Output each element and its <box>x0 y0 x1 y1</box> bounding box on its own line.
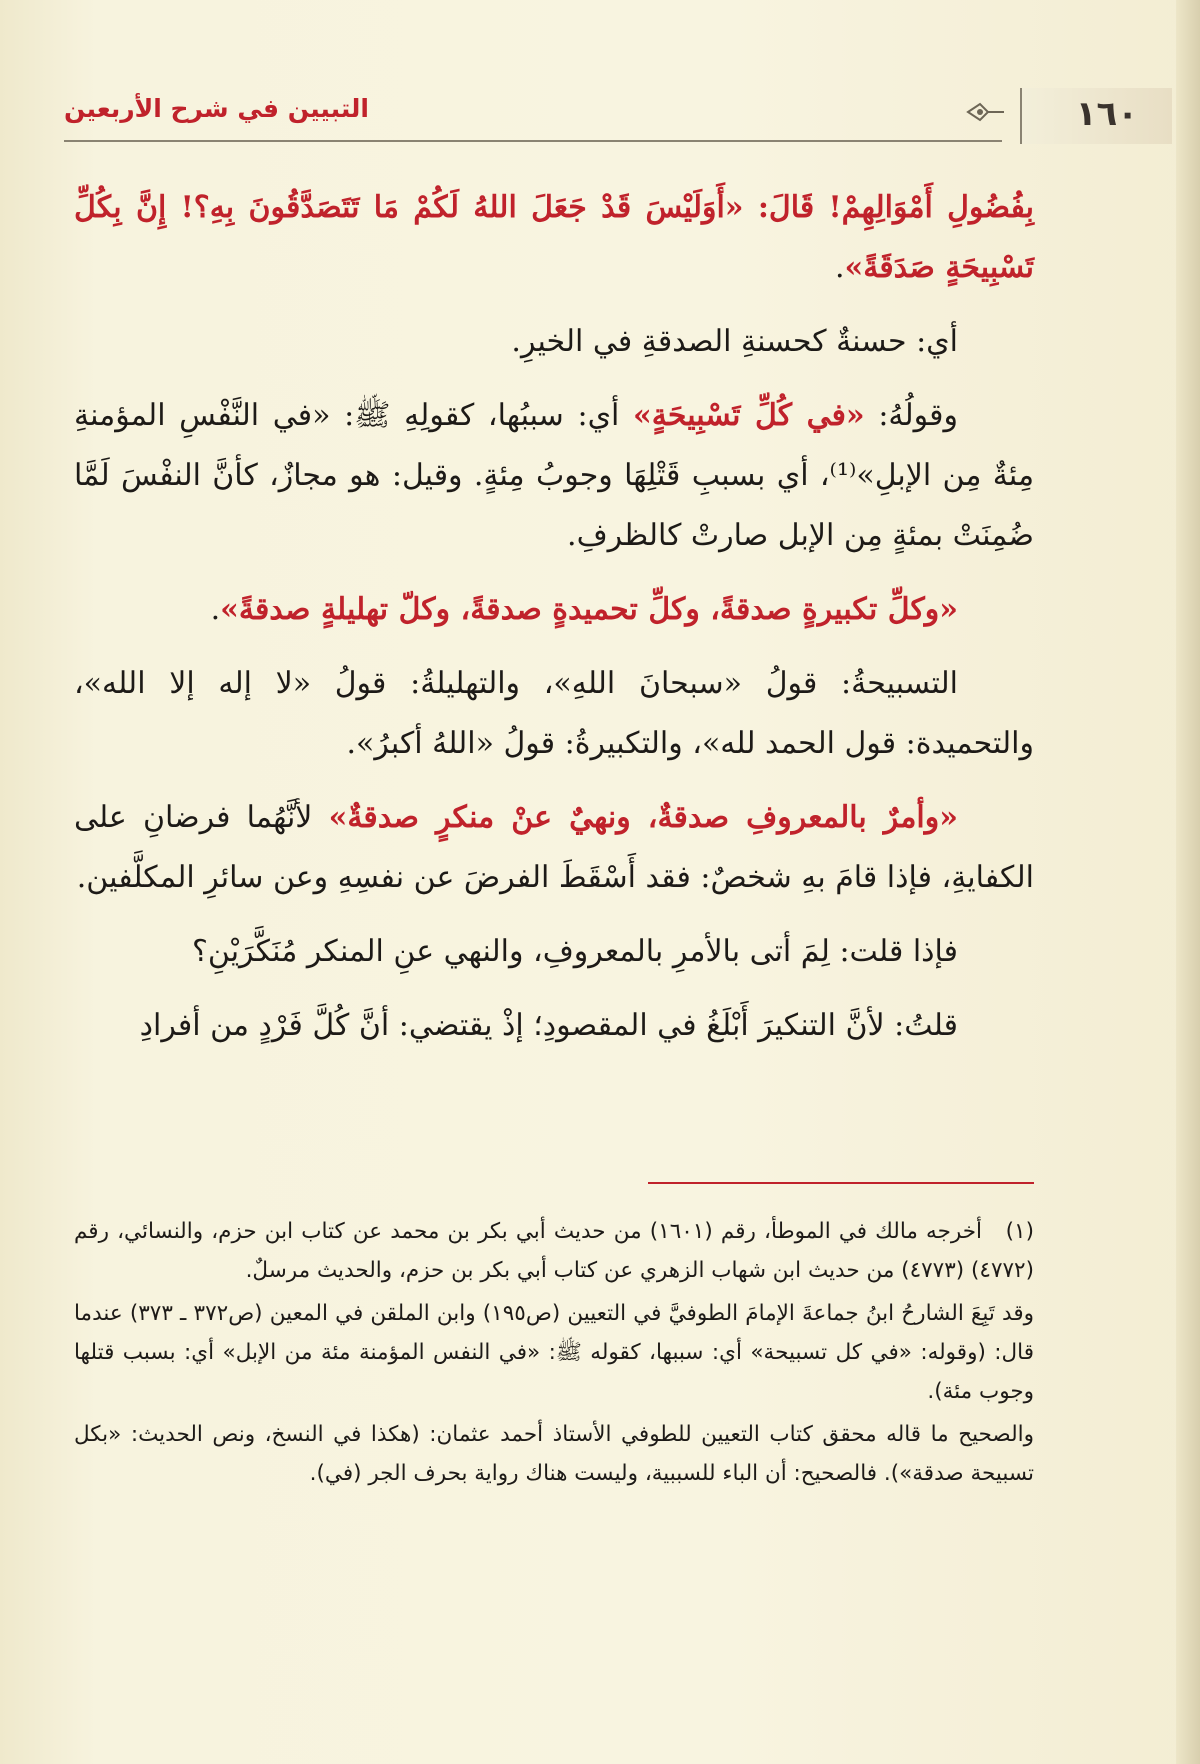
paragraph-answer: قلتُ: لأنَّ التنكيرَ أَبْلَغُ في المقصودِ؛ إذْ يقتضي: أنَّ كُلَّ فَرْدٍ من أفرادِ <box>139 1008 958 1043</box>
footnote-number: (١) <box>1005 1219 1034 1244</box>
hadith-quote-takbir: «وكلِّ تكبيرةٍ صدقةً، وكلِّ تحميدةٍ صدقةً، وكلّ تهليلةٍ صدقةً» <box>220 592 958 627</box>
page-number: ١٦٠ <box>1075 94 1138 134</box>
amr-commentary: لأنَّهُما فرضانِ على الكفايةِ، فإذا قامَ بهِ شخصٌ: فقد أَسْقَطَ الفرضَ عن نفسِهِ وعن سائرِ المكلَّفين. <box>74 800 1034 895</box>
footnote-note: وقد تَبِعَ الشارحُ ابنُ جماعةَ الإمامَ الطوفيَّ في التعيين (ص١٩٥) وابن الملقن في المعين (ص٣٧٢ ـ ٣٧٣) عندما قال: (وقوله: «في كل تسبيحة» أي: سببها، كقوله ﷺ: «في النفس المؤمنة مئة من الإبل» أي: بسبب قتلها وجوب مئة). <box>74 1301 1035 1404</box>
footnote-rule <box>648 1182 1034 1184</box>
footnotes <box>74 1212 1034 1497</box>
footnote-text: أخرجه مالك في الموطأ، رقم (١٦٠١) من حديث أبي بكر بن محمد عن كتاب ابن حزم، والنسائي، رقم (٤٧٧٢) (٤٧٧٣) من حديث ابن شهاب الزهري عن كتاب أبي بكر بن حزم، والحديث مرسلٌ. <box>74 1219 1034 1283</box>
paragraph-explanation: أي: حسنةٌ كحسنةِ الصدقةِ في الخيرِ. <box>511 324 958 359</box>
main-text <box>74 178 1034 1070</box>
footnote-note: والصحيح ما قاله محقق كتاب التعيين للطوفي الأستاذ أحمد عثمان: (هكذا في النسخ، ونص الحديث: «بكل تسبيحة صدقة»). فالصحيح: أن الباء للسببية، وليست هناك رواية بحرف الجر (في). <box>74 1422 1034 1486</box>
paragraph-hadith-takbir <box>74 580 1034 640</box>
hadith-quote-amr: «وأمرٌ بالمعروفِ صدقةٌ، ونهيٌ عنْ منكرٍ صدقةٌ» <box>328 800 958 835</box>
running-title: التبيين في شرح الأربعين <box>64 94 369 123</box>
paragraph-question: فإذا قلت: لِمَ أتى بالأمرِ بالمعروفِ، والنهي عنِ المنكر مُنَكَّرَيْنِ؟ <box>191 934 958 969</box>
page-edge <box>1176 0 1200 1764</box>
hadith-quote: بِفُضُولِ أَمْوَالِهِمْ! قَالَ: «أَوَلَيْسَ قَدْ جَعَلَ اللهُ لَكُمْ مَا تَتَصَدَّقُونَ بِهِ؟! إِنَّ بِكُلِّ تَسْبِيحَةٍ صَدَقَةً» <box>74 190 1034 285</box>
paragraph-commentary <box>74 386 1034 566</box>
footnote-1 <box>74 1212 1034 1290</box>
commentary-lead: وقولُهُ: <box>878 398 958 433</box>
paragraph-definitions: التسبيحةُ: قولُ «سبحانَ اللهِ»، والتهليلةُ: قولُ «لا إله إلا الله»، والتحميدة: قول الحمد لله»، والتكبيرةُ: قولُ «اللهُ أكبرُ». <box>74 666 1034 761</box>
punctuation: . <box>834 250 845 285</box>
page-number-box <box>1020 88 1172 144</box>
quoted-phrase: «في كُلِّ تَسْبِيحَةٍ» <box>633 398 865 433</box>
ornament-icon <box>966 98 1006 126</box>
page-header <box>64 88 1172 144</box>
paragraph-amr-maruf <box>74 788 1034 908</box>
punctuation: . <box>210 592 221 627</box>
commentary-body: أي: سببُها، كقولِهِ ﷺ: «في النَّفْسِ المؤمنةِ مِئةٌ مِن الإبلِ»⁽¹⁾، أي بسببِ قَتْلِهَا وجوبُ مِئةٍ. وقيل: هو مجازٌ، كأنَّ النفْسَ لَمَّا ضُمِنَتْ بمئةٍ مِن الإبل صارتْ كالظرفِ. <box>74 398 1035 553</box>
paragraph-hadith-end <box>74 178 1034 298</box>
header-rule <box>64 140 1002 142</box>
